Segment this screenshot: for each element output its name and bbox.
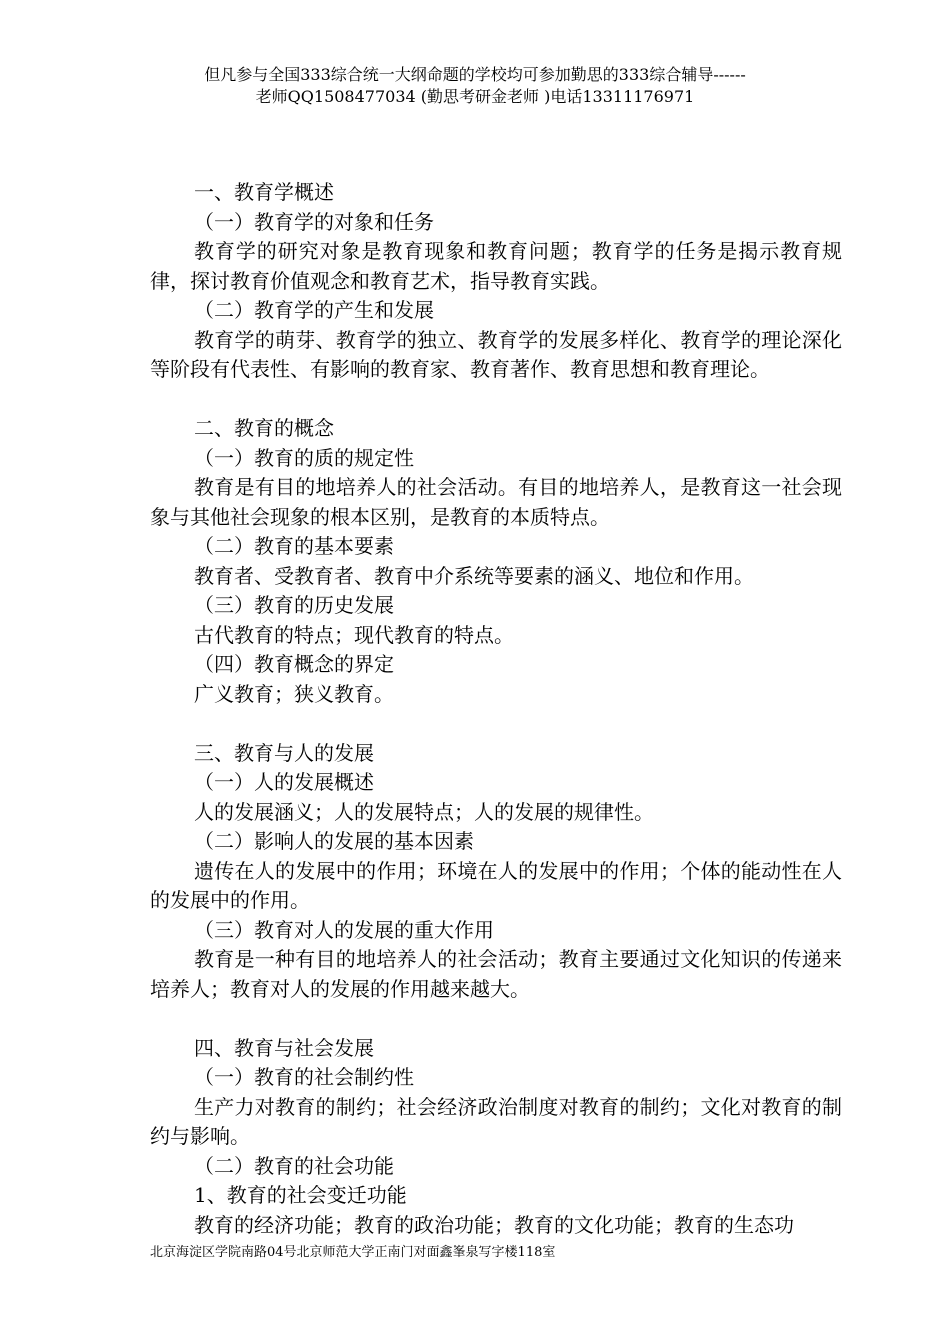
subsection-heading: （三）教育的历史发展 xyxy=(194,593,394,617)
subsection-heading: （三）教育对人的发展的重大作用 xyxy=(194,917,494,942)
header-line-1: 但凡参与全国333综合统一大纲命题的学校均可参加勤思的333综合辅导------ xyxy=(204,65,746,84)
body-paragraph: 教育学的研究对象是教育现象和教育问题；教育学的任务是揭示教育规律，探讨教育价值观念和教育艺术，指导教育实践。 xyxy=(150,239,842,293)
section-heading: 四、教育与社会发展 xyxy=(194,1035,374,1060)
subsection-heading: （四）教育概念的界定 xyxy=(194,652,394,676)
section-heading: 一、教育学概述 xyxy=(194,180,334,204)
body-paragraph: 教育的经济功能；教育的政治功能；教育的文化功能；教育的生态功 xyxy=(194,1212,794,1237)
body-paragraph: 教育者、受教育者、教育中介系统等要素的涵义、地位和作用。 xyxy=(194,563,754,588)
body-paragraph: 遗传在人的发展中的作用；环境在人的发展中的作用；个体的能动性在人的发展中的作用。 xyxy=(150,858,842,912)
body-paragraph: 教育学的萌芽、教育学的独立、教育学的发展多样化、教育学的理论深化等阶段有代表性、有影响的教育家、教育著作、教育思想和教育理论。 xyxy=(150,327,842,381)
subsection-heading: （二）教育的基本要素 xyxy=(194,534,394,558)
page-footer: 北京海淀区学院南路04号北京师范大学正南门对面鑫峯泉写字楼118室 xyxy=(150,1245,556,1260)
section-spacer xyxy=(150,385,842,415)
body-paragraph: 古代教育的特点；现代教育的特点。 xyxy=(194,622,514,647)
subsection-heading: （一）教育的质的规定性 xyxy=(194,445,414,470)
body-paragraph: 生产力对教育的制约；社会经济政治制度对教育的制约；文化对教育的制约与影响。 xyxy=(150,1094,842,1148)
subsection-heading: （一）教育的社会制约性 xyxy=(194,1065,414,1089)
subsection-heading: （二）教育学的产生和发展 xyxy=(194,298,434,322)
subsection-heading: （一）教育学的对象和任务 xyxy=(194,209,434,234)
subsection-heading: （一）人的发展概述 xyxy=(194,770,374,794)
section-spacer xyxy=(150,1004,842,1034)
section-spacer xyxy=(150,709,842,739)
subsection-heading: 1、教育的社会变迁功能 xyxy=(194,1183,407,1207)
document-body xyxy=(150,178,842,1240)
page-header xyxy=(0,64,950,108)
section-heading: 三、教育与人的发展 xyxy=(194,740,374,765)
subsection-heading: （二）教育的社会功能 xyxy=(194,1153,394,1178)
body-paragraph: 广义教育；狭义教育。 xyxy=(194,681,394,706)
subsection-heading: （二）影响人的发展的基本因素 xyxy=(194,829,474,853)
section-heading: 二、教育的概念 xyxy=(194,416,334,440)
header-line-2: 老师QQ1508477034 (勤思考研金老师 )电话13311176971 xyxy=(255,87,695,106)
body-paragraph: 教育是一种有目的地培养人的社会活动；教育主要通过文化知识的传递来培养人；教育对人的发展的作用越来越大。 xyxy=(150,947,842,1001)
body-paragraph: 教育是有目的地培养人的社会活动。有目的地培养人，是教育这一社会现象与其他社会现象的根本区别，是教育的本质特点。 xyxy=(150,475,842,529)
body-paragraph: 人的发展涵义；人的发展特点；人的发展的规律性。 xyxy=(194,799,654,824)
